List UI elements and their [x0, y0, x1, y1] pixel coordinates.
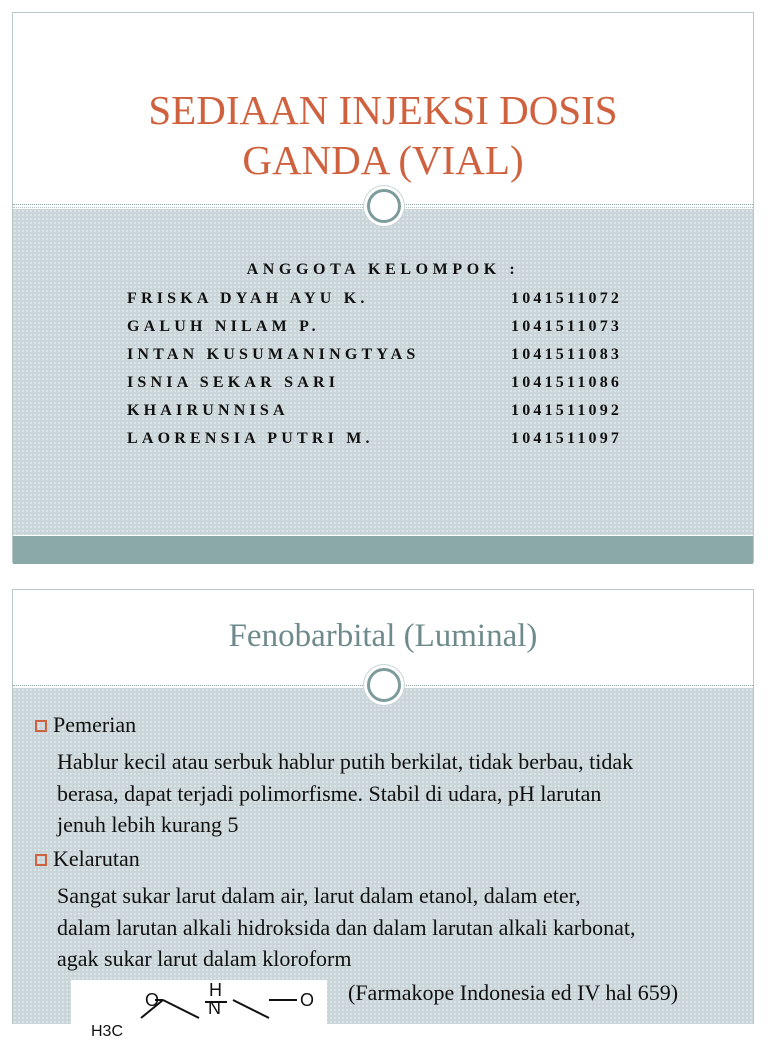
chemical-structure-icon	[71, 980, 327, 1040]
square-bullet-icon	[35, 720, 47, 732]
member-nim: 1041511083	[511, 346, 623, 363]
bullet-heading: Kelarutan	[53, 846, 140, 871]
atom-label: H3C	[91, 1023, 124, 1040]
member-row	[127, 402, 647, 430]
content-slide	[12, 589, 754, 1040]
member-row	[127, 374, 647, 402]
slide-title: Fenobarbital (Luminal)	[228, 618, 538, 654]
member-nim: 1041511097	[511, 430, 623, 447]
title-slide	[12, 12, 754, 563]
member-row	[127, 290, 647, 318]
members-heading: ANGGOTA KELOMPOK :	[246, 261, 520, 278]
bullet-item	[35, 712, 136, 738]
paragraph	[57, 880, 732, 975]
paragraph-line: agak sukar larut dalam kloroform	[57, 946, 352, 971]
bullet-heading: Pemerian	[53, 712, 137, 737]
title-area	[13, 13, 753, 204]
member-nim: 1041511086	[511, 374, 623, 391]
atom-label: O	[145, 990, 160, 1010]
paragraph-line: Hablur kecil atau serbuk hablur putih berkilat, tidak berbau, tidak	[57, 749, 634, 774]
paragraph-line: Sangat sukar larut dalam air, larut dalam etanol, dalam eter,	[57, 883, 581, 908]
member-row	[127, 346, 647, 374]
bullet-item	[35, 846, 140, 872]
chemical-structure-image	[71, 980, 327, 1040]
slide-title-line-2: GANDA (VIAL)	[242, 137, 524, 183]
member-name: KHAIRUNNISA	[127, 402, 289, 419]
ring-ornament-icon	[367, 189, 401, 223]
atom-label: H	[209, 980, 222, 1000]
member-name: LAORENSIA PUTRI M.	[127, 430, 374, 447]
member-name: ISNIA SEKAR SARI	[127, 374, 340, 391]
member-name: FRISKA DYAH AYU K.	[127, 290, 369, 307]
citation: (Farmakope Indonesia ed IV hal 659)	[348, 980, 679, 1005]
atom-label: O	[300, 990, 315, 1010]
paragraph-line: dalam larutan alkali hidroksida dan dalam larutan alkali karbonat,	[57, 914, 636, 940]
member-name: INTAN KUSUMANINGTYAS	[127, 346, 420, 363]
member-row	[127, 318, 647, 346]
slide-title-line-1: SEDIAAN INJEKSI DOSIS	[148, 87, 618, 133]
paragraph-line: berasa, dapat terjadi polimorfisme. Stabil di udara, pH larutan	[57, 780, 602, 806]
footer-band	[13, 536, 753, 564]
paragraph-line: jenuh lebih kurang 5	[57, 812, 239, 837]
ring-ornament-icon	[367, 668, 401, 702]
member-nim: 1041511072	[511, 290, 623, 307]
atom-label: N	[208, 998, 221, 1018]
member-nim: 1041511092	[511, 402, 623, 419]
paragraph	[57, 746, 732, 841]
square-bullet-icon	[35, 854, 47, 866]
slide-title	[13, 85, 753, 185]
member-row	[127, 430, 647, 458]
member-nim: 1041511073	[511, 318, 623, 335]
member-name: GALUH NILAM P.	[127, 318, 320, 335]
